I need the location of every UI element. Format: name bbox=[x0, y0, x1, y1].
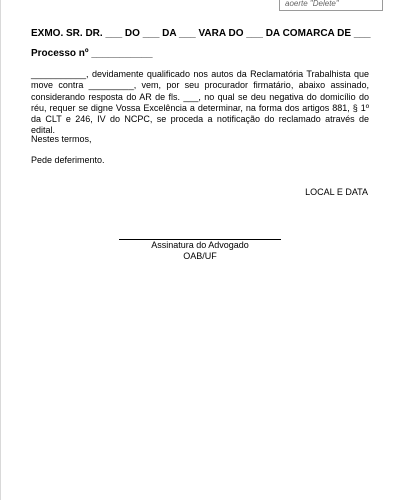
signature-name: Assinatura do Advogado bbox=[151, 240, 249, 250]
petition-body: ___________, devidamente qualificado nos autos da Reclamatória Trabalhista que move contra _________, vem, por seu procurador firmatário, abaixo assinado, considerando resposta do AR de fls. ___, no qual se deu negativa do domicílio do réu, requer se digne Vossa Excelência a determinar, na forma dos artigos 881, § 1º da CLT e 246, IV do NCPC, se proceda a notificação do reclamado através de edital. bbox=[31, 69, 369, 136]
corner-note: aoerte "Delete" bbox=[279, 0, 383, 11]
process-number: Processo nº ___________ bbox=[31, 48, 153, 59]
closing-request: Pede deferimento. bbox=[31, 155, 105, 165]
court-header: EXMO. SR. DR. ___ DO ___ DA ___ VARA DO ___ DA COMARCA DE ___ bbox=[31, 28, 371, 39]
local-date: LOCAL E DATA bbox=[305, 187, 368, 197]
closing-terms: Nestes termos, bbox=[31, 134, 92, 144]
signature-oab: OAB/UF bbox=[183, 251, 217, 261]
